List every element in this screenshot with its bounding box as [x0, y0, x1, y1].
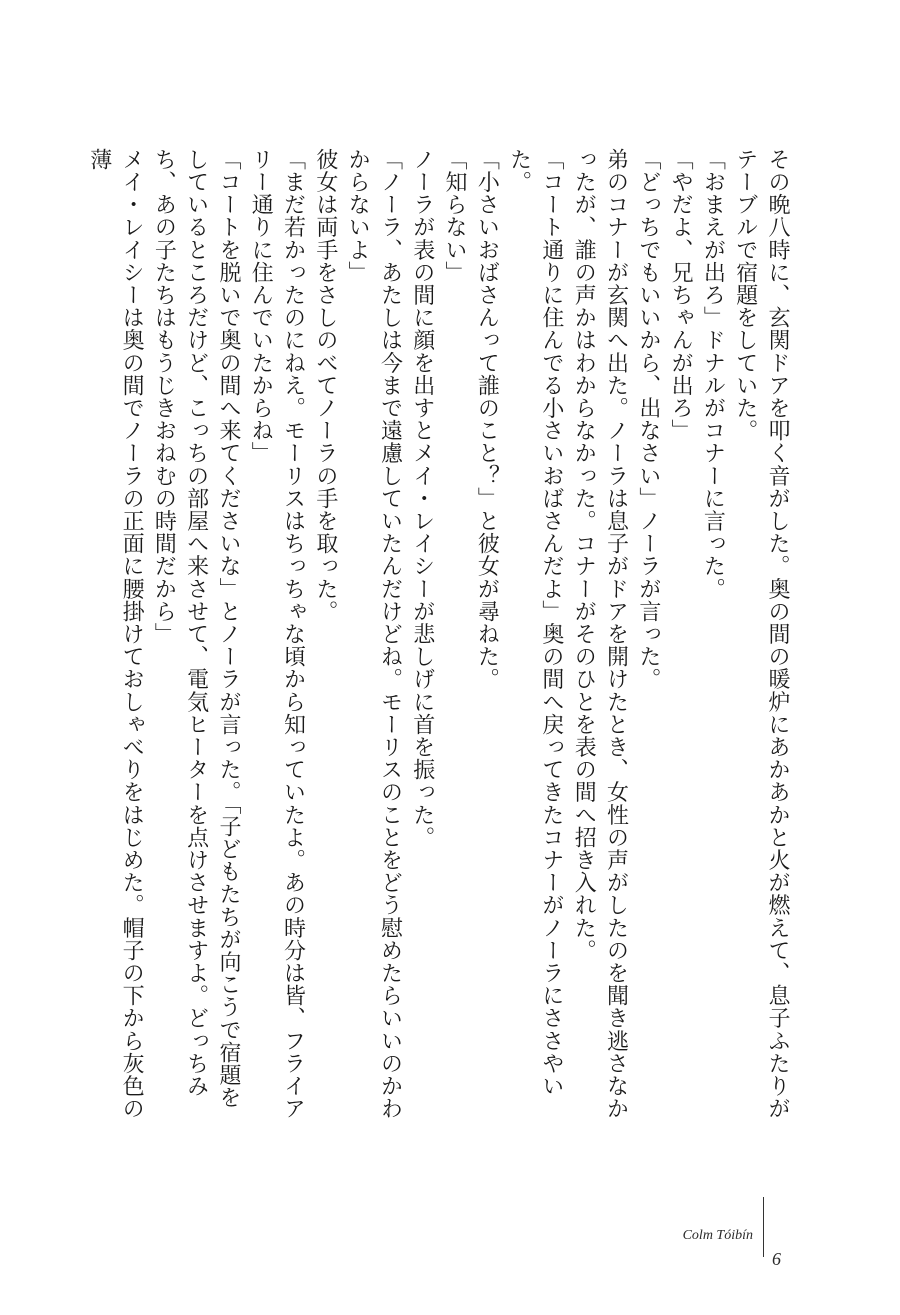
paragraph: 「やだよ、兄ちゃんが出ろ」: [668, 148, 694, 442]
page-number: 6: [772, 1249, 781, 1269]
running-footer: [683, 1197, 764, 1257]
paragraph: 「どっちでもいいから、出なさい」ノーラが言った。: [635, 148, 661, 691]
footer-divider: [763, 1197, 764, 1257]
paragraph: 「コート通りに住んでる小さいおばさんだよ」奥の間へ戻ってきたコナーがノーラにささやいた。: [506, 148, 564, 1098]
paragraph: その晩八時に、玄関ドアを叩く音がした。奥の間の暖炉にあかあかと火が燃えて、息子ふたりがテーブルで宿題をしていた。: [732, 148, 790, 1120]
paragraph: 「小さいおばさんって誰のこと？」と彼女が尋ねた。: [474, 148, 500, 691]
paragraph: ノーラが表の間に顔を出すとメイ・レイシーが悲しげに首を振った。: [409, 148, 435, 849]
author-name: Colm Tóibín: [682, 1228, 753, 1243]
paragraph: 「ノーラ、あたしは今まで遠慮していたんだけどね。モーリスのことをどう慰めたらいいのかわからないよ」: [345, 148, 403, 1120]
paragraph: 「おまえが出ろ」ドナルがコナーに言った。: [700, 148, 726, 600]
paragraph: 「まだ若かったのにねえ。モーリスはちっちゃな頃から知っていたよ。あの時分は皆、フライアリー通りに住んでいたからね」: [248, 148, 306, 1120]
paragraph: 彼女は両手をさしのべてノーラの手を取った。: [312, 148, 338, 623]
paragraph: メイ・レイシーは奥の間でノーラの正面に腰掛けておしゃべりをはじめた。帽子の下から灰色の薄: [86, 148, 145, 1120]
body-text: [86, 148, 793, 1128]
paragraph: 「コートを脱いで奥の間へ来てくださいな」とノーラが言った。「子どもたちが向こうで宿題をしているところだけど、こっちの部屋へ来させて、電気ヒーターを点けさせますよ。どっちみち、あの子たちはもうじきおねむの時間だから」: [151, 148, 241, 1109]
paragraph: 「知らない」: [442, 148, 468, 284]
paragraph: 弟のコナーが玄関へ出た。ノーラは息子がドアを開けたとき、女性の声がしたのを聞き逃さなかったが、誰の声かはわからなかった。コナーがそのひとを表の間へ招き入れた。: [571, 148, 629, 1120]
